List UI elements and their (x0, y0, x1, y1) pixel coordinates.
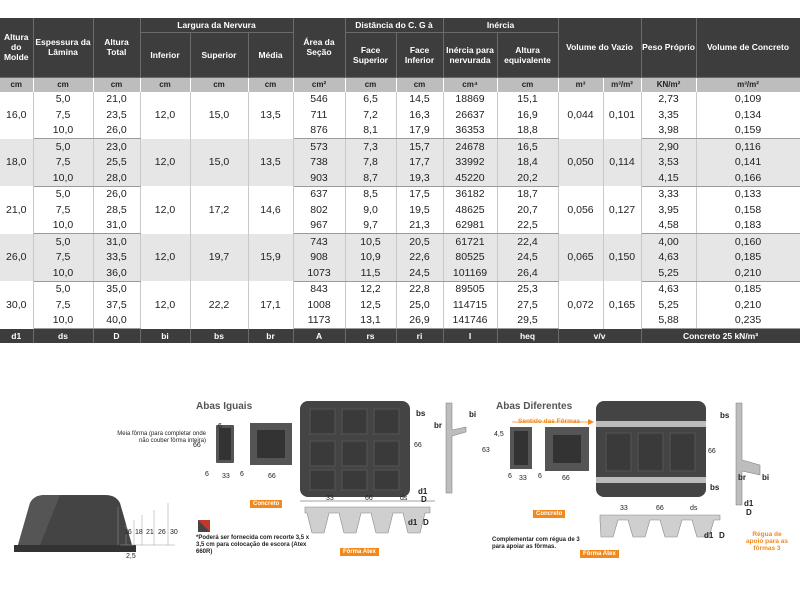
cell-face-inferior: 22,6 (396, 250, 443, 266)
cell-altura-equivalente: 26,4 (497, 265, 558, 281)
cell-espessura: 5,0 (33, 281, 93, 297)
title-abas-iguais: Abas Iguais (196, 401, 253, 412)
cell-face-superior: 11,5 (345, 265, 396, 281)
cell-volume-concreto: 0,160 (696, 234, 800, 250)
cell-peso: 3,35 (641, 107, 696, 123)
cell-face-superior: 8,7 (345, 170, 396, 186)
dim-66-plan: 66 (365, 495, 373, 502)
cell-molde: 30,0 (0, 281, 33, 329)
dim-D-dif-section: D (719, 531, 725, 540)
cell-peso: 2,73 (641, 92, 696, 108)
dim-66-left: 66 (193, 442, 201, 449)
cell-peso: 4,63 (641, 281, 696, 297)
cell-superior: 22,2 (190, 281, 248, 329)
cell-altura-total: 37,5 (93, 297, 140, 313)
table-row (0, 170, 800, 186)
symbol-cell: bs (190, 329, 248, 344)
dim-6-top: 6 (218, 423, 222, 430)
cell-face-inferior: 19,5 (396, 202, 443, 218)
cell-face-superior: 9,7 (345, 218, 396, 234)
cell-media: 17,1 (248, 281, 293, 329)
cell-peso: 4,63 (641, 250, 696, 266)
height-16: 16 (124, 529, 132, 536)
header-group-distancia: Distância do C. G à (345, 18, 443, 32)
cell-molde: 21,0 (0, 186, 33, 234)
height-18: 18 (135, 529, 143, 536)
meia-forma-label: Meia fôrma (para completar onde não couber fôrma inteira) (117, 431, 206, 444)
cell-inercia: 18869 (443, 92, 497, 108)
cell-inercia: 45220 (443, 170, 497, 186)
cell-face-inferior: 17,5 (396, 186, 443, 202)
symbol-cell: Concreto 25 kN/m³ (641, 329, 800, 344)
cell-molde: 18,0 (0, 139, 33, 187)
dim-br-iguais: br (434, 421, 442, 430)
cell-inercia: 61721 (443, 234, 497, 250)
forma-inteira-drawing (198, 423, 292, 532)
table-row (0, 186, 800, 202)
cell-altura-equivalente: 22,5 (497, 218, 558, 234)
dim-33-dif: 33 (519, 475, 527, 482)
cell-altura-equivalente: 16,9 (497, 107, 558, 123)
cell-face-superior: 12,2 (345, 281, 396, 297)
cell-face-inferior: 16,3 (396, 107, 443, 123)
section-view-iguais (300, 501, 435, 533)
cell-volume: 0,056 (558, 186, 603, 234)
cell-area: 843 (293, 281, 345, 297)
dim-66-dif-plan: 66 (656, 505, 664, 512)
unit-cell: cm (93, 77, 140, 92)
cell-area: 738 (293, 155, 345, 171)
cell-face-superior: 8,1 (345, 123, 396, 139)
cell-inercia: 141746 (443, 313, 497, 329)
unit-cell: cm (140, 77, 190, 92)
unit-cell: m³ (558, 77, 603, 92)
cell-peso: 4,00 (641, 234, 696, 250)
cell-face-superior: 7,8 (345, 155, 396, 171)
cell-face-inferior: 22,8 (396, 281, 443, 297)
cell-media: 13,5 (248, 92, 293, 139)
cell-area: 546 (293, 92, 345, 108)
table-row (0, 218, 800, 234)
cell-volume-concreto: 0,185 (696, 250, 800, 266)
table-row (0, 297, 800, 313)
cell-media: 13,5 (248, 139, 293, 187)
cell-area: 711 (293, 107, 345, 123)
cell-espessura: 7,5 (33, 202, 93, 218)
dim-d1-section: d1 (408, 518, 418, 527)
cell-espessura: 5,0 (33, 186, 93, 202)
diagram-drawings (0, 385, 800, 600)
cell-altura-total: 31,0 (93, 234, 140, 250)
cell-volume-m2: 0,165 (603, 281, 641, 329)
cell-inercia: 36353 (443, 123, 497, 139)
cell-inercia: 114715 (443, 297, 497, 313)
header-peso: Peso Próprio (641, 18, 696, 77)
symbol-cell: A (293, 329, 345, 344)
symbol-cell: br (248, 329, 293, 344)
title-abas-diferentes: Abas Diferentes (496, 401, 573, 412)
dim-d1-dif: d1 (744, 499, 754, 508)
unit-cell: KN/m² (641, 77, 696, 92)
cell-face-inferior: 24,5 (396, 265, 443, 281)
unit-cell: cm (396, 77, 443, 92)
dim-6-bottom: 6 (205, 471, 209, 478)
cell-face-superior: 13,1 (345, 313, 396, 329)
dim-25: 2,5 (126, 553, 136, 560)
dim-66-bottom: 66 (268, 473, 276, 480)
dim-33: 33 (222, 473, 230, 480)
cell-face-inferior: 19,3 (396, 170, 443, 186)
cell-superior: 17,2 (190, 186, 248, 234)
cell-superior: 15,0 (190, 92, 248, 139)
cell-espessura: 5,0 (33, 92, 93, 108)
cell-area: 573 (293, 139, 345, 155)
cell-espessura: 10,0 (33, 218, 93, 234)
form-3d-illustration (14, 495, 175, 552)
specs-table (0, 18, 800, 343)
cell-peso: 5,25 (641, 297, 696, 313)
cell-volume: 0,044 (558, 92, 603, 139)
cell-area: 802 (293, 202, 345, 218)
header-face-superior: Face Superior (345, 32, 396, 77)
symbols-row (0, 329, 800, 344)
cell-face-inferior: 17,7 (396, 155, 443, 171)
cell-inercia: 24678 (443, 139, 497, 155)
header-altura-molde: Altura do Molde (0, 18, 33, 77)
concreto-tag-diferentes: Concreto (533, 510, 565, 518)
dim-bi-dif: bi (762, 473, 770, 482)
header-espessura: Espessura da Lâmina (33, 18, 93, 77)
cell-espessura: 7,5 (33, 297, 93, 313)
cell-superior: 15,0 (190, 139, 248, 187)
cell-altura-total: 35,0 (93, 281, 140, 297)
dim-ds-dif: ds (690, 505, 698, 512)
cell-area: 743 (293, 234, 345, 250)
cell-inferior: 12,0 (140, 186, 190, 234)
cell-altura-equivalente: 16,5 (497, 139, 558, 155)
cell-espessura: 10,0 (33, 123, 93, 139)
table-row (0, 313, 800, 329)
table-row (0, 123, 800, 139)
cell-altura-total: 36,0 (93, 265, 140, 281)
cell-espessura: 10,0 (33, 265, 93, 281)
cell-volume-concreto: 0,210 (696, 265, 800, 281)
cell-altura-total: 25,5 (93, 155, 140, 171)
cell-volume-m2: 0,150 (603, 234, 641, 282)
cell-volume-concreto: 0,133 (696, 186, 800, 202)
cell-face-superior: 6,5 (345, 92, 396, 108)
cell-peso: 3,53 (641, 155, 696, 171)
cell-peso: 3,95 (641, 202, 696, 218)
cell-altura-total: 28,5 (93, 202, 140, 218)
symbol-cell: rs (345, 329, 396, 344)
forma-atex-tag-iguais: Fôrma Atex (340, 548, 379, 556)
unit-cell: m³/m² (603, 77, 641, 92)
cell-face-superior: 10,5 (345, 234, 396, 250)
dim-D-section: D (423, 518, 429, 527)
cell-volume-concreto: 0,109 (696, 92, 800, 108)
cell-espessura: 5,0 (33, 139, 93, 155)
cell-face-superior: 7,3 (345, 139, 396, 155)
cell-altura-equivalente: 18,4 (497, 155, 558, 171)
cell-volume: 0,065 (558, 234, 603, 282)
dim-66-dif-right: 66 (708, 448, 716, 455)
cell-volume-concreto: 0,116 (696, 139, 800, 155)
unit-cell: cm (33, 77, 93, 92)
symbol-cell: heq (497, 329, 558, 344)
cell-face-inferior: 20,5 (396, 234, 443, 250)
cell-area: 903 (293, 170, 345, 186)
table-row (0, 250, 800, 266)
cell-molde: 26,0 (0, 234, 33, 282)
cell-volume-concreto: 0,166 (696, 170, 800, 186)
cell-altura-total: 28,0 (93, 170, 140, 186)
forma-atex-tag-diferentes: Fôrma Atex (580, 550, 619, 558)
dim-d1-iguais: d1 (418, 487, 428, 496)
table-row (0, 265, 800, 281)
height-21: 21 (146, 529, 154, 536)
concreto-tag-iguais: Concreto (250, 500, 282, 508)
dim-ds-iguais: ds (400, 495, 408, 502)
cell-media: 14,6 (248, 186, 293, 234)
cell-altura-equivalente: 15,1 (497, 92, 558, 108)
cell-peso: 4,58 (641, 218, 696, 234)
cell-face-inferior: 15,7 (396, 139, 443, 155)
symbol-cell: D (93, 329, 140, 344)
cell-inferior: 12,0 (140, 281, 190, 329)
profile-view-iguais (446, 403, 466, 493)
cell-face-inferior: 25,0 (396, 297, 443, 313)
table-row (0, 234, 800, 250)
complementar-note: Complementar com régua de 3 para apoiar as fôrmas. (492, 537, 580, 550)
cell-molde: 16,0 (0, 92, 33, 139)
cell-volume-concreto: 0,134 (696, 107, 800, 123)
dim-br-dif: br (738, 473, 746, 482)
unit-cell: cm (345, 77, 396, 92)
cell-peso: 5,88 (641, 313, 696, 329)
unit-cell: cm (0, 77, 33, 92)
header-volume-concreto: Volume de Concreto (696, 18, 800, 77)
dim-6-mid: 6 (240, 471, 244, 478)
cell-inercia: 101169 (443, 265, 497, 281)
cell-inercia: 33992 (443, 155, 497, 171)
cell-area: 637 (293, 186, 345, 202)
unit-cell: cm (190, 77, 248, 92)
symbol-cell: ri (396, 329, 443, 344)
cell-altura-total: 40,0 (93, 313, 140, 329)
cell-area: 1008 (293, 297, 345, 313)
cell-altura-equivalente: 20,7 (497, 202, 558, 218)
table-row (0, 202, 800, 218)
table-row (0, 92, 800, 108)
cell-altura-total: 33,5 (93, 250, 140, 266)
cell-area: 967 (293, 218, 345, 234)
cell-area: 876 (293, 123, 345, 139)
units-row (0, 77, 800, 92)
cell-face-inferior: 14,5 (396, 92, 443, 108)
cell-volume-concreto: 0,235 (696, 313, 800, 329)
cell-peso: 5,25 (641, 265, 696, 281)
dim-D-dif: D (746, 508, 752, 517)
cell-inferior: 12,0 (140, 92, 190, 139)
header-altura-total: Altura Total (93, 18, 140, 77)
cell-face-superior: 12,5 (345, 297, 396, 313)
height-26: 26 (158, 529, 166, 536)
cell-volume-concreto: 0,159 (696, 123, 800, 139)
cell-peso: 2,90 (641, 139, 696, 155)
height-30: 30 (170, 529, 178, 536)
cell-face-superior: 7,2 (345, 107, 396, 123)
dim-45: 4,5 (494, 431, 504, 438)
recorte-note: *Poderá ser fornecida com recorte 3,5 x 3,5 cm para colocação de escora (Atex 660R) (196, 535, 310, 555)
cell-altura-equivalente: 27,5 (497, 297, 558, 313)
dim-bs-iguais: bs (416, 409, 426, 418)
cell-area: 908 (293, 250, 345, 266)
cell-inercia: 89505 (443, 281, 497, 297)
cell-volume-m2: 0,127 (603, 186, 641, 234)
cell-espessura: 10,0 (33, 170, 93, 186)
cell-inferior: 12,0 (140, 139, 190, 187)
cell-espessura: 10,0 (33, 313, 93, 329)
cell-altura-equivalente: 18,7 (497, 186, 558, 202)
dim-6-dif: 6 (508, 473, 512, 480)
header-media: Média (248, 32, 293, 77)
cell-espessura: 7,5 (33, 155, 93, 171)
cell-inercia: 26637 (443, 107, 497, 123)
unit-cell: cm² (293, 77, 345, 92)
dim-bs-dif: bs (720, 411, 730, 420)
plan-view-iguais (300, 401, 410, 497)
cell-altura-total: 23,0 (93, 139, 140, 155)
header-group-largura: Largura da Nervura (140, 18, 293, 32)
cell-media: 15,9 (248, 234, 293, 282)
cell-altura-equivalente: 29,5 (497, 313, 558, 329)
dim-bs-dif2: bs (710, 483, 720, 492)
dim-33-plan: 33 (326, 495, 334, 502)
cell-volume-concreto: 0,185 (696, 281, 800, 297)
dim-6-dif2: 6 (538, 473, 542, 480)
regua-note: Régua de apoio para as fôrmas 3 (746, 531, 788, 552)
cell-volume-concreto: 0,141 (696, 155, 800, 171)
diagram-area (0, 385, 800, 600)
sentido-label: Sentido das Fôrmas (518, 418, 581, 425)
cell-peso: 3,33 (641, 186, 696, 202)
cell-espessura: 5,0 (33, 234, 93, 250)
dim-33-dif-plan: 33 (620, 505, 628, 512)
cell-peso: 4,15 (641, 170, 696, 186)
cell-face-superior: 8,5 (345, 186, 396, 202)
cell-face-superior: 9,0 (345, 202, 396, 218)
cell-altura-total: 26,0 (93, 123, 140, 139)
unit-cell: cm (497, 77, 558, 92)
symbol-cell: ds (33, 329, 93, 344)
cell-face-superior: 10,9 (345, 250, 396, 266)
symbol-cell: I (443, 329, 497, 344)
cell-espessura: 7,5 (33, 250, 93, 266)
symbol-cell: v/v (558, 329, 641, 344)
unit-cell: m³/m² (696, 77, 800, 92)
header-altura-equivalente: Altura equivalente (497, 32, 558, 77)
header-inferior: Inferior (140, 32, 190, 77)
cell-altura-total: 21,0 (93, 92, 140, 108)
table-row (0, 155, 800, 171)
cell-volume: 0,072 (558, 281, 603, 329)
cell-volume: 0,050 (558, 139, 603, 187)
cell-altura-total: 23,5 (93, 107, 140, 123)
cell-espessura: 7,5 (33, 107, 93, 123)
dim-D-iguais: D (421, 495, 427, 504)
table-row (0, 281, 800, 297)
cell-face-inferior: 21,3 (396, 218, 443, 234)
table-row (0, 139, 800, 155)
dim-63: 63 (482, 447, 490, 454)
cell-altura-equivalente: 22,4 (497, 234, 558, 250)
dim-d1-dif-section: d1 (704, 531, 714, 540)
section-view-diferentes (600, 515, 720, 537)
cell-altura-equivalente: 24,5 (497, 250, 558, 266)
meia-forma-diferentes-drawing (510, 427, 589, 471)
cell-inercia: 62981 (443, 218, 497, 234)
cell-altura-total: 31,0 (93, 218, 140, 234)
symbol-cell: bi (140, 329, 190, 344)
symbol-cell: d1 (0, 329, 33, 344)
cell-altura-total: 26,0 (93, 186, 140, 202)
cell-volume-concreto: 0,210 (696, 297, 800, 313)
meia-forma-drawing (216, 425, 234, 463)
cell-face-inferior: 26,9 (396, 313, 443, 329)
cell-area: 1173 (293, 313, 345, 329)
dim-66-dif: 66 (562, 475, 570, 482)
cell-face-inferior: 17,9 (396, 123, 443, 139)
cell-volume-m2: 0,114 (603, 139, 641, 187)
profile-view-diferentes (736, 403, 760, 505)
dim-66-right: 66 (414, 442, 422, 449)
header-face-inferior: Face Inferior (396, 32, 443, 77)
cell-peso: 3,98 (641, 123, 696, 139)
cell-inercia: 80525 (443, 250, 497, 266)
header-volume-vazio: Volume do Vazio (558, 18, 641, 77)
header-inercia-nervurada: Inércia para nervurada (443, 32, 497, 77)
header-area: Área da Seção (293, 18, 345, 77)
cell-altura-equivalente: 25,3 (497, 281, 558, 297)
cell-volume-concreto: 0,158 (696, 202, 800, 218)
plan-view-diferentes (596, 401, 706, 497)
cell-inferior: 12,0 (140, 234, 190, 282)
cell-area: 1073 (293, 265, 345, 281)
cell-inercia: 48625 (443, 202, 497, 218)
table-row (0, 107, 800, 123)
dim-bi-iguais: bi (469, 410, 477, 419)
cell-inercia: 36182 (443, 186, 497, 202)
cell-superior: 19,7 (190, 234, 248, 282)
unit-cell: cm⁴ (443, 77, 497, 92)
header-group-inercia: Inércia (443, 18, 558, 32)
cell-altura-equivalente: 18,8 (497, 123, 558, 139)
cell-volume-concreto: 0,183 (696, 218, 800, 234)
unit-cell: cm (248, 77, 293, 92)
header-superior: Superior (190, 32, 248, 77)
cell-altura-equivalente: 20,2 (497, 170, 558, 186)
cell-volume-m2: 0,101 (603, 92, 641, 139)
